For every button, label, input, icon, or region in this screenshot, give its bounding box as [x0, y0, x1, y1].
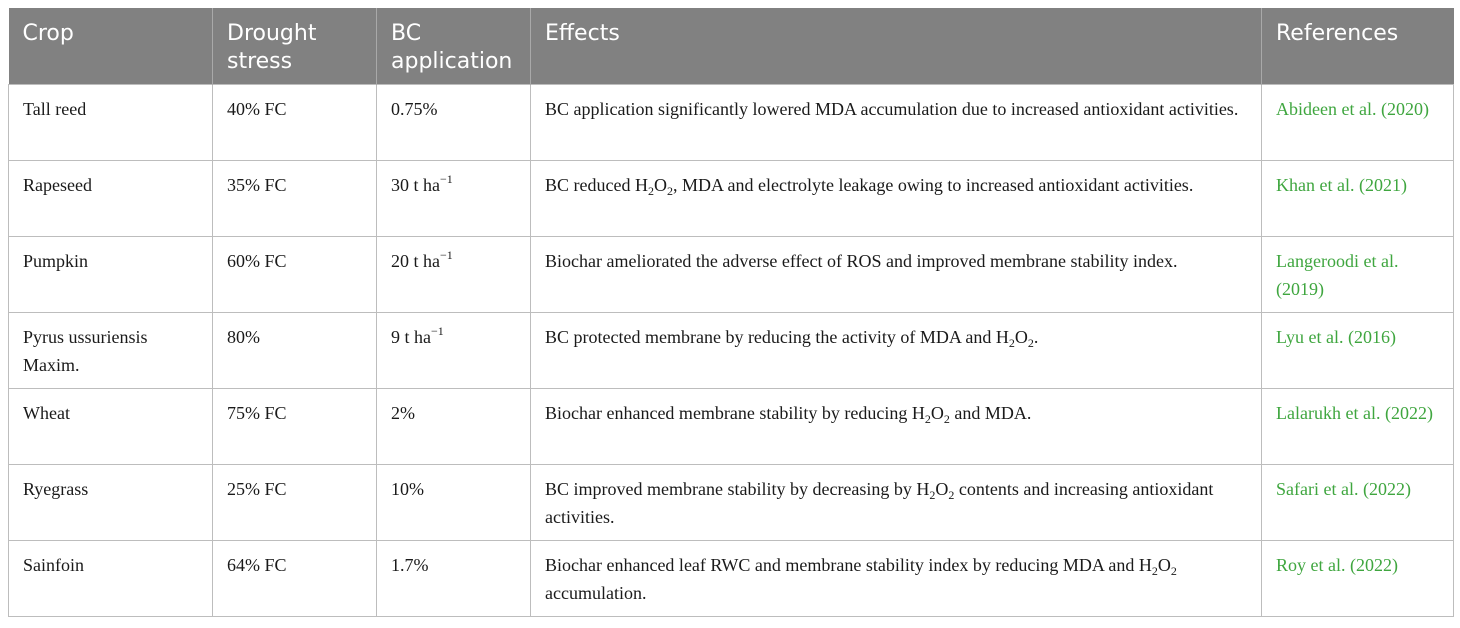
cell-bc — [377, 313, 531, 389]
bc-exponent: −1 — [440, 248, 453, 262]
cell-crop: Tall reed — [9, 85, 213, 161]
cell-drought: 75% FC — [213, 389, 377, 465]
effects-text-a: Biochar enhanced membrane stability by reducing H — [545, 403, 925, 423]
cell-effects — [531, 313, 1262, 389]
effects-text-a: Biochar enhanced leaf RWC and membrane stability index by reducing MDA and H — [545, 555, 1152, 575]
subscript: 2 — [1170, 564, 1177, 578]
cell-bc: 10% — [377, 465, 531, 541]
cell-drought: 80% — [213, 313, 377, 389]
effects-text-c: and MDA. — [949, 403, 1032, 423]
effects-text-c: . — [1033, 327, 1039, 347]
table-row — [9, 389, 1454, 465]
table-row — [9, 465, 1454, 541]
subscript: 2 — [1008, 336, 1015, 350]
bc-value: 30 t ha — [391, 175, 440, 195]
cell-reference-link[interactable]: Safari et al. (2022) — [1262, 465, 1454, 541]
effects-text-a: BC reduced H — [545, 175, 648, 195]
effects-text-b: O — [1157, 555, 1171, 575]
table-row — [9, 161, 1454, 237]
cell-crop: Wheat — [9, 389, 213, 465]
effects-text-b: O — [653, 175, 667, 195]
effects-text-a: BC protected membrane by reducing the activity of MDA and H — [545, 327, 1009, 347]
cell-drought: 64% FC — [213, 541, 377, 617]
cell-drought: 40% FC — [213, 85, 377, 161]
cell-bc: 1.7% — [377, 541, 531, 617]
cell-drought: 60% FC — [213, 237, 377, 313]
header-row — [9, 8, 1454, 85]
cell-crop: Ryegrass — [9, 465, 213, 541]
cell-bc — [377, 237, 531, 313]
effects-text-b: O — [1014, 327, 1028, 347]
cell-effects — [531, 161, 1262, 237]
cell-effects — [531, 541, 1262, 617]
bc-exponent: −1 — [440, 172, 453, 186]
table-row — [9, 541, 1454, 617]
cell-crop: Pumpkin — [9, 237, 213, 313]
table-row — [9, 85, 1454, 161]
subscript: 2 — [929, 488, 936, 502]
data-table — [8, 8, 1454, 617]
subscript: 2 — [1151, 564, 1158, 578]
cell-bc: 2% — [377, 389, 531, 465]
subscript: 2 — [948, 488, 955, 502]
cell-drought: 25% FC — [213, 465, 377, 541]
subscript: 2 — [924, 412, 931, 426]
header-crop: Crop — [9, 8, 213, 85]
subscript: 2 — [1027, 336, 1034, 350]
effects-text-c: accumulation. — [545, 583, 647, 603]
cell-effects — [531, 389, 1262, 465]
cell-effects: Biochar ameliorated the adverse effect of ROS and improved membrane stability index. — [531, 237, 1262, 313]
cell-reference-link[interactable]: Lyu et al. (2016) — [1262, 313, 1454, 389]
cell-reference-link[interactable]: Abideen et al. (2020) — [1262, 85, 1454, 161]
header-bc-application: BC application — [377, 8, 531, 85]
effects-text-b: O — [935, 479, 949, 499]
effects-text-b: O — [930, 403, 944, 423]
subscript: 2 — [666, 184, 673, 198]
subscript: 2 — [647, 184, 654, 198]
cell-reference-link[interactable]: Khan et al. (2021) — [1262, 161, 1454, 237]
header-references: References — [1262, 8, 1454, 85]
cell-effects — [531, 465, 1262, 541]
bc-value: 9 t ha — [391, 327, 431, 347]
table-row — [9, 237, 1454, 313]
subscript: 2 — [943, 412, 950, 426]
effects-text-c: contents and increasing antioxidant activities. — [545, 479, 1214, 527]
header-effects: Effects — [531, 8, 1262, 85]
bc-value: 20 t ha — [391, 251, 440, 271]
effects-text-c: , MDA and electrolyte leakage owing to increased antioxidant activities. — [672, 175, 1194, 195]
cell-crop: Sainfoin — [9, 541, 213, 617]
cell-drought: 35% FC — [213, 161, 377, 237]
cell-reference-link[interactable]: Langeroodi et al. (2019) — [1262, 237, 1454, 313]
cell-reference-link[interactable]: Lalarukh et al. (2022) — [1262, 389, 1454, 465]
cell-bc — [377, 161, 531, 237]
cell-crop: Rapeseed — [9, 161, 213, 237]
cell-crop: Pyrus ussuriensis Maxim. — [9, 313, 213, 389]
cell-effects: BC application significantly lowered MDA accumulation due to increased antioxidant activities. — [531, 85, 1262, 161]
cell-reference-link[interactable]: Roy et al. (2022) — [1262, 541, 1454, 617]
cell-bc: 0.75% — [377, 85, 531, 161]
table-row — [9, 313, 1454, 389]
effects-text-a: BC improved membrane stability by decreasing by H — [545, 479, 930, 499]
header-drought-stress: Drought stress — [213, 8, 377, 85]
bc-exponent: −1 — [431, 324, 444, 338]
